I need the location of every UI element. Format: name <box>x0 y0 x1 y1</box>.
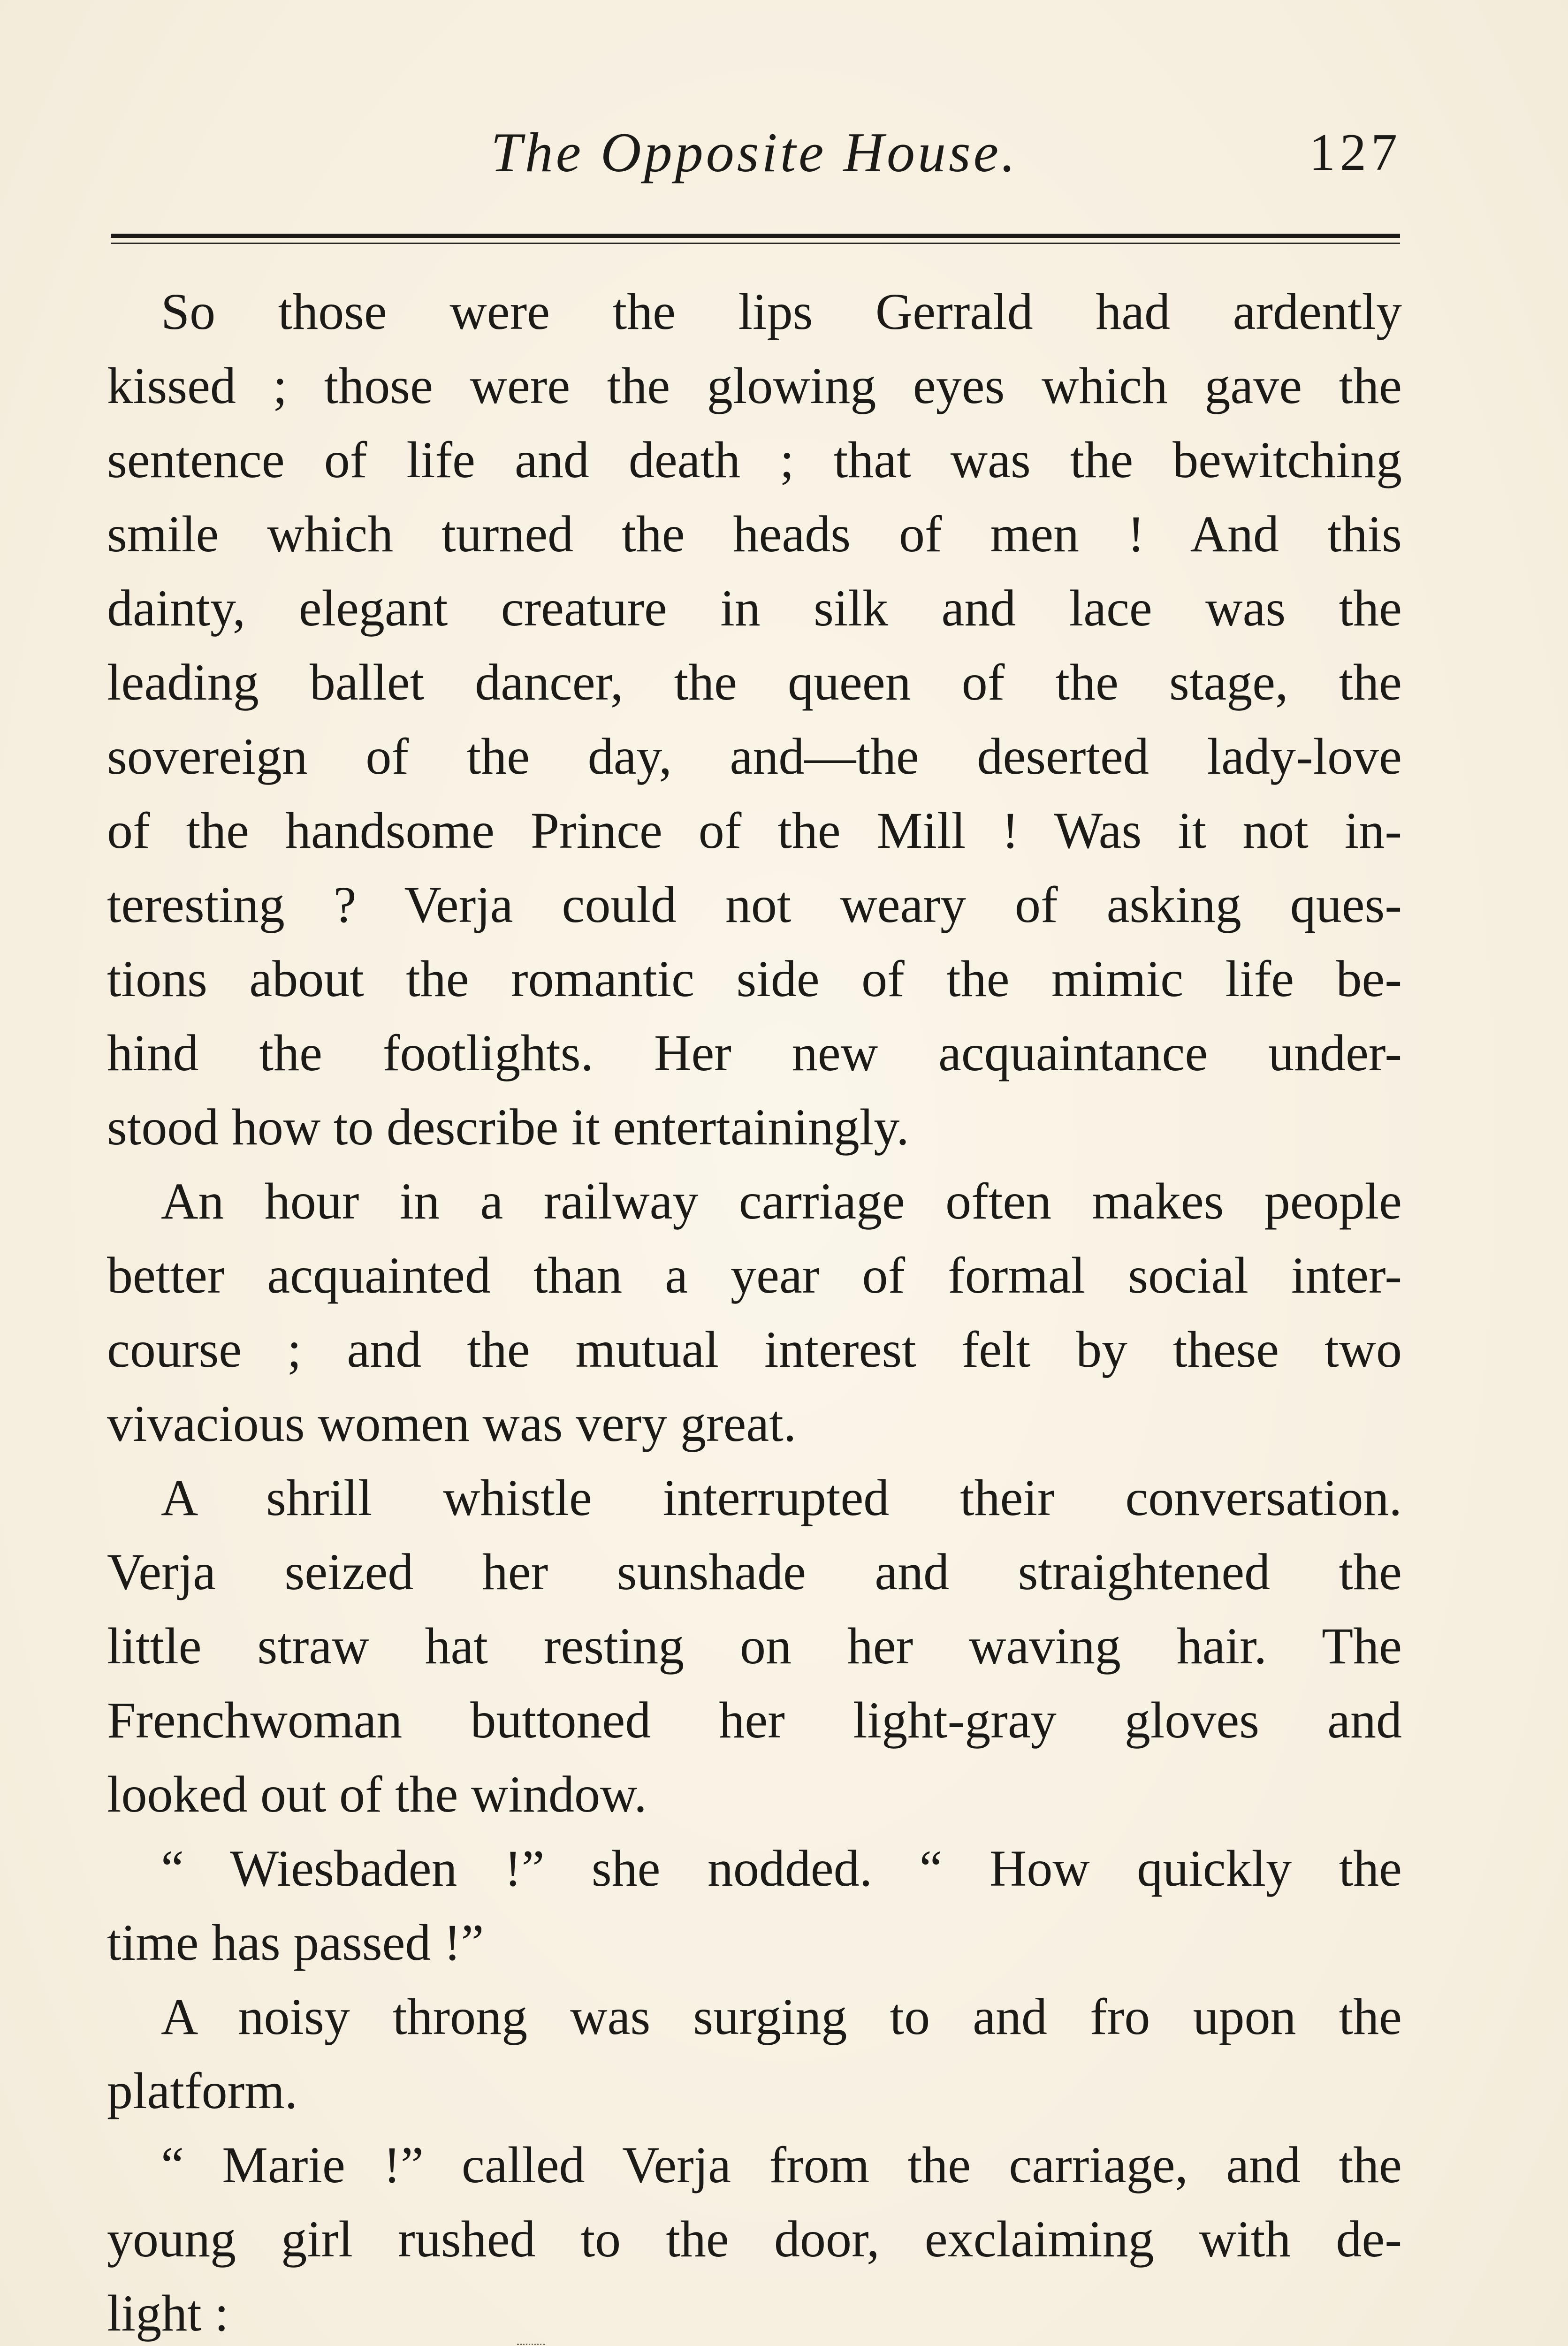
header-rule <box>111 234 1400 238</box>
text-line: course ; and the mutual interest felt by these two <box>107 1321 1402 1378</box>
text-line: sentence of life and death ; that was the bewitching <box>107 431 1402 488</box>
text-line: Verja seized her sunshade and straightened the <box>107 1543 1402 1600</box>
text-line: young girl rushed to the door, exclaiming with de- <box>107 2210 1402 2268</box>
text-line: of the handsome Prince of the Mill ! Was it not in- <box>107 802 1402 859</box>
text-line: looked out of the window. <box>107 1766 647 1823</box>
body-text <box>107 274 1402 2346</box>
text-line: platform. <box>107 2062 298 2119</box>
paragraph <box>107 1831 1402 1980</box>
paragraph <box>107 2128 1402 2346</box>
text-line: “ Marie !” called Verja from the carriage, and the <box>161 2136 1402 2194</box>
paragraph <box>107 1461 1402 1831</box>
text-line: smile which turned the heads of men ! And this <box>107 505 1402 563</box>
header-rule-thin <box>111 243 1400 244</box>
text-line: time has passed !” <box>107 1914 484 1971</box>
text-line: So those were the lips Gerrald had ardently <box>161 283 1402 340</box>
text-line: tions about the romantic side of the mimic life be- <box>107 950 1402 1007</box>
text-line: better acquainted than a year of formal social inter- <box>107 1247 1402 1304</box>
text-line: A shrill whistle interrupted their conversation. <box>161 1469 1402 1526</box>
text-line: Frenchwoman buttoned her light-gray gloves and <box>107 1691 1402 1749</box>
paragraph <box>107 274 1402 1164</box>
page-number: 127 <box>1309 123 1402 182</box>
text-line: hind the footlights. Her new acquaintance under- <box>107 1024 1402 1082</box>
text-line: stood how to describe it entertainingly. <box>107 1098 909 1156</box>
text-line: “ Wiesbaden !” she nodded. “ How quickly the <box>161 1840 1402 1897</box>
text-line: An hour in a railway carriage often makes people <box>161 1173 1402 1230</box>
text-line: teresting ? Verja could not weary of asking ques- <box>107 876 1402 933</box>
text-line: light : <box>107 2285 229 2342</box>
text-line: leading ballet dancer, the queen of the stage, the <box>107 654 1402 711</box>
running-title: The Opposite House. <box>491 121 1018 183</box>
page-header <box>107 120 1402 185</box>
paragraph <box>107 1164 1402 1461</box>
text-line: kissed ; those were the glowing eyes which gave the <box>107 357 1402 414</box>
text-line: sovereign of the day, and—the deserted lady-love <box>107 728 1402 785</box>
text-line: vivacious women was very great. <box>107 1395 797 1452</box>
text-line: A noisy throng was surging to and fro upon the <box>161 1988 1402 2045</box>
text-line: dainty, elegant creature in silk and lace was the <box>107 579 1402 637</box>
text-line: little straw hat resting on her waving hair. The <box>107 1617 1402 1675</box>
paragraph <box>107 1980 1402 2128</box>
print-speck <box>517 2344 545 2346</box>
